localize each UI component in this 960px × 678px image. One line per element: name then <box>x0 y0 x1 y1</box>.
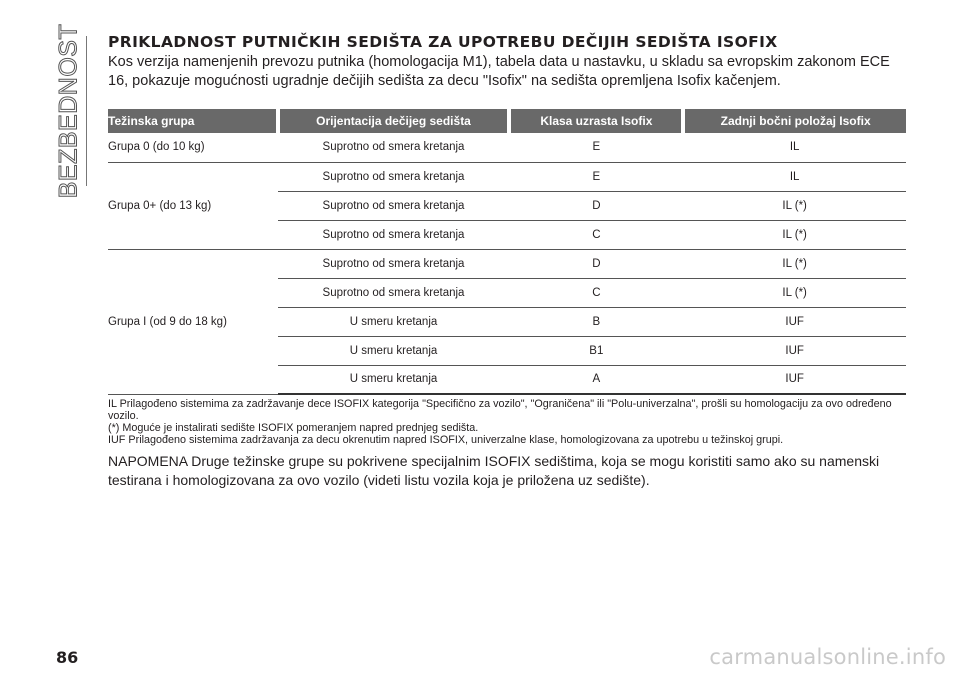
class-cell: C <box>509 220 683 249</box>
position-cell: IL <box>683 162 906 191</box>
isofix-table <box>108 109 906 395</box>
orientation-cell: Suprotno od smera kretanja <box>278 278 510 307</box>
class-cell: B1 <box>509 336 683 365</box>
intro-paragraph: Kos verzija namenjenih prevozu putnika (homologacija M1), tabela data u nastavku, u skladu sa evropskim zakonom ECE 16, pokazuje mogućnosti ugradnje dečijih sedišta za decu "Isofix" na sedišta opremljena Isofix kačenjem. <box>108 54 890 89</box>
watermark: carmanualsonline.info <box>709 645 946 669</box>
footnote-il: IL Prilagođeno sistemima za zadržavanje dece ISOFIX kategorija "Specifično za vozilo", "Ograničena" ili "Polu-univerzalna", prošli su homologaciju za ovo određeno vozilo. <box>108 398 892 422</box>
class-cell: E <box>509 133 683 162</box>
header-orientation: Orijentacija dečijeg sedišta <box>278 109 510 133</box>
class-cell: E <box>509 162 683 191</box>
note-paragraph: NAPOMENA Druge težinske grupe su pokrivene specijalnim ISOFIX sedištima, koja se mogu koristiti samo ako su namenski testirana i homologizovana za ovo vozilo (videti listu vozila koja je priložena uz sedište). <box>108 453 880 488</box>
section-tab <box>54 23 83 199</box>
table-row <box>108 162 906 191</box>
footnote-iuf: IUF Prilagođeno sistemima zadržavanja za decu okrenutim napred ISOFIX, univerzalne klase, homologizovana za upotrebu u težinskoj grupi. <box>108 434 784 446</box>
page-title: PRIKLADNOST PUTNIČKIH SEDIŠTA ZA UPOTREBU DEČIJIH SEDIŠTA ISOFIX <box>108 33 778 51</box>
position-cell: IUF <box>683 365 906 394</box>
table-row <box>108 249 906 278</box>
orientation-cell: Suprotno od smera kretanja <box>278 249 510 278</box>
position-cell: IL (*) <box>683 278 906 307</box>
orientation-cell: Suprotno od smera kretanja <box>278 220 510 249</box>
orientation-cell: Suprotno od smera kretanja <box>278 133 510 162</box>
orientation-cell: U smeru kretanja <box>278 365 510 394</box>
footnote-asterisk: (*) Moguće je instalirati sedište ISOFIX pomeranjem napred prednjeg sedišta. <box>108 422 479 434</box>
position-cell: IL (*) <box>683 220 906 249</box>
table-header-row <box>108 109 906 133</box>
orientation-cell: U smeru kretanja <box>278 307 510 336</box>
group-cell: Grupa 0 (do 10 kg) <box>108 133 278 162</box>
position-cell: IUF <box>683 336 906 365</box>
header-weight-group: Težinska grupa <box>108 109 278 133</box>
class-cell: C <box>509 278 683 307</box>
group-cell: Grupa I (od 9 do 18 kg) <box>108 249 278 394</box>
section-divider <box>86 36 87 186</box>
class-cell: B <box>509 307 683 336</box>
class-cell: D <box>509 249 683 278</box>
orientation-cell: Suprotno od smera kretanja <box>278 191 510 220</box>
header-rear-position: Zadnji bočni položaj Isofix <box>683 109 906 133</box>
orientation-cell: U smeru kretanja <box>278 336 510 365</box>
position-cell: IUF <box>683 307 906 336</box>
group-cell: Grupa 0+ (do 13 kg) <box>108 162 278 249</box>
page-content <box>108 33 906 490</box>
position-cell: IL (*) <box>683 249 906 278</box>
class-cell: A <box>509 365 683 394</box>
section-tab-label: BEZBEDNOST <box>54 23 83 199</box>
position-cell: IL (*) <box>683 191 906 220</box>
position-cell: IL <box>683 133 906 162</box>
table-row <box>108 133 906 162</box>
table-footnotes <box>108 398 906 446</box>
orientation-cell: Suprotno od smera kretanja <box>278 162 510 191</box>
page-number: 86 <box>56 648 79 667</box>
class-cell: D <box>509 191 683 220</box>
header-size-class: Klasa uzrasta Isofix <box>509 109 683 133</box>
